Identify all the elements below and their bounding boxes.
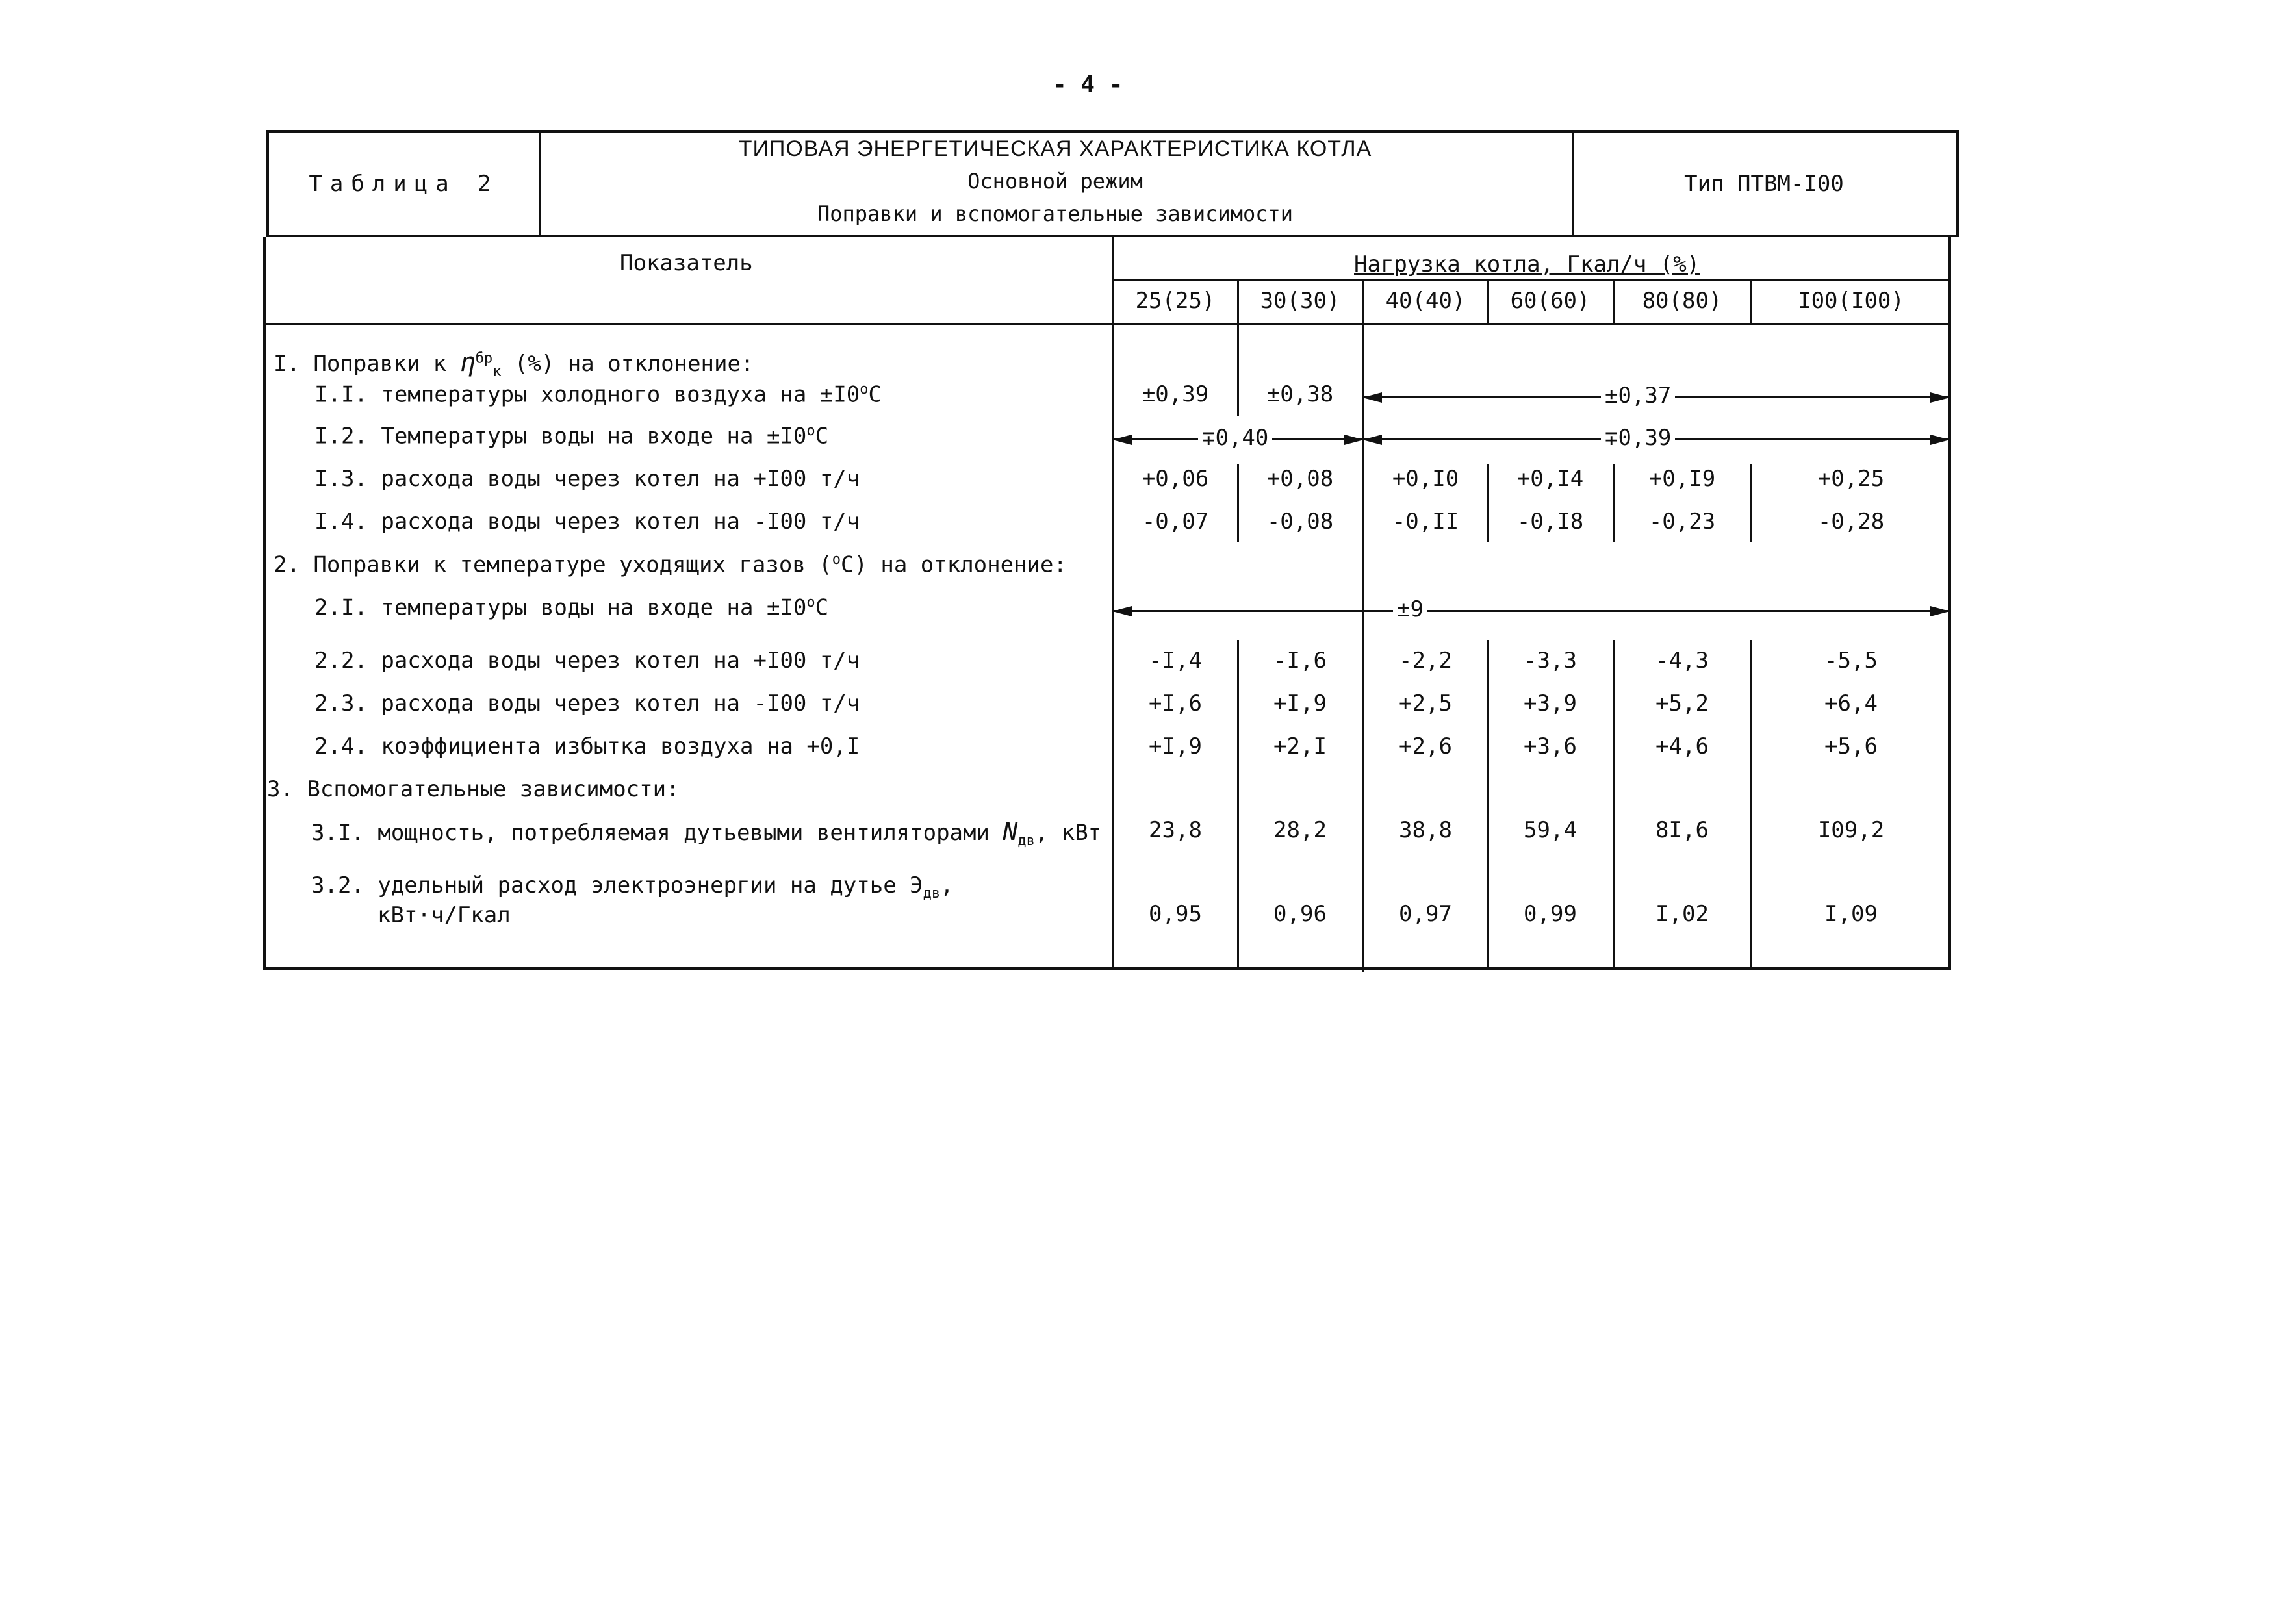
row-3-1-col-4: 59,4 xyxy=(1524,817,1577,843)
row-1-4-col-6: -0,28 xyxy=(1817,509,1885,535)
row-1-4-col-3: -0,II xyxy=(1392,509,1459,535)
boiler-type: Тип ПТВМ-I00 xyxy=(1684,170,1844,197)
row-3-2-col-1: 0,95 xyxy=(1149,901,1202,927)
row-2-4-col-2: +2,I xyxy=(1273,733,1327,759)
row-1-2-span-arrow-a xyxy=(1114,425,1362,451)
row-2-4-col-6: +5,6 xyxy=(1824,733,1878,759)
row-2-4-col-3: +2,6 xyxy=(1399,733,1452,759)
row-3-2-col-4: 0,99 xyxy=(1524,901,1577,927)
load-col-6: I00(I00) xyxy=(1798,288,1904,314)
row-1-4-label: I.4. расхода воды через котел на -I00 т/ч xyxy=(314,509,860,535)
row-1-3-col-2: +0,08 xyxy=(1266,466,1334,492)
row-3-1-col-1: 23,8 xyxy=(1149,817,1202,843)
row-1-3-col-6: +0,25 xyxy=(1817,466,1885,492)
row-3-2-label: 3.2. удельный расход электроэнергии на дутье $Э_{дв}$, xyxy=(311,872,954,902)
title-line-1: ТИПОВАЯ ЭНЕРГЕТИЧЕСКАЯ ХАРАКТЕРИСТИКА КОТЛА xyxy=(738,136,1372,161)
row-3-1-col-5: 8I,6 xyxy=(1655,817,1709,843)
load-col-5: 80(80) xyxy=(1642,288,1722,314)
row-1-2-span-arrow-b xyxy=(1364,425,1948,451)
row-3-1-col-2: 28,2 xyxy=(1273,817,1327,843)
row-2-4-col-1: +I,9 xyxy=(1149,733,1202,759)
load-col-1: 25(25) xyxy=(1135,288,1216,314)
n-symbol: N xyxy=(1003,817,1018,846)
row-2-2-col-6: -5,5 xyxy=(1824,648,1878,674)
row-2-3-col-4: +3,9 xyxy=(1524,691,1577,717)
row-2-1-span-value: ±9 xyxy=(1393,596,1427,622)
row-1-2-span-value-a: ∓0,40 xyxy=(1198,425,1272,451)
row-1-4-col-4: -0,I8 xyxy=(1516,509,1584,535)
load-col-2: 30(30) xyxy=(1260,288,1340,314)
row-1-2-label: I.2. Температуры воды на входе на $\pm I0^oС$ xyxy=(314,423,829,450)
row-3-2-col-2: 0,96 xyxy=(1273,901,1327,927)
row-2-2-col-2: -I,6 xyxy=(1273,648,1327,674)
row-2-3-col-5: +5,2 xyxy=(1655,691,1709,717)
row-2-3-col-1: +I,6 xyxy=(1149,691,1202,717)
load-col-3: 40(40) xyxy=(1385,288,1466,314)
row-1-3-col-3: +0,I0 xyxy=(1392,466,1459,492)
row-2-2-label: 2.2. расхода воды через котел на +I00 т/ч xyxy=(314,648,860,674)
load-header: Нагрузка котла, Гкал/ч (%) xyxy=(1354,251,1700,277)
row-1-2-span-value-b: ∓0,39 xyxy=(1601,425,1675,451)
row-3-1-col-6: I09,2 xyxy=(1817,817,1885,843)
row-1-1-col-2: ±0,38 xyxy=(1266,381,1334,407)
title-line-2: Основной режим xyxy=(967,169,1143,194)
table-title xyxy=(539,133,1572,235)
row-2-2-col-1: -I,4 xyxy=(1149,648,1202,674)
row-1-1-span-value: ±0,37 xyxy=(1601,383,1675,409)
row-3-2-col-5: I,02 xyxy=(1655,901,1709,927)
row-1-3-label: I.3. расхода воды через котел на +I00 т/ч xyxy=(314,466,860,492)
row-2-2-col-5: -4,3 xyxy=(1655,648,1709,674)
row-1-3-col-4: +0,I4 xyxy=(1516,466,1584,492)
section-1-label: I. Поправки к $\eta^{бр}_к$ (%) на отклонение: xyxy=(274,348,754,380)
row-1-4-col-1: -0,07 xyxy=(1142,509,1209,535)
row-1-3-col-5: +0,I9 xyxy=(1648,466,1716,492)
section-3-label: 3. Вспомогательные зависимости: xyxy=(267,776,680,802)
row-2-3-col-2: +I,9 xyxy=(1273,691,1327,717)
data-table xyxy=(263,237,1951,970)
row-2-4-col-4: +3,6 xyxy=(1524,733,1577,759)
title-line-3: Поправки и вспомогательные зависимости xyxy=(817,201,1294,226)
row-2-3-col-3: +2,5 xyxy=(1399,691,1452,717)
row-2-4-col-5: +4,6 xyxy=(1655,733,1709,759)
row-2-4-label: 2.4. коэффициента избытка воздуха на +0,I xyxy=(314,733,860,759)
row-1-4-col-5: -0,23 xyxy=(1648,509,1716,535)
row-2-3-col-6: +6,4 xyxy=(1824,691,1878,717)
indicator-header: Показатель xyxy=(620,250,753,276)
row-1-4-col-2: -0,08 xyxy=(1266,509,1334,535)
row-1-1-label: I.I. температуры холодного воздуха на $\pm I0^oС$ xyxy=(314,381,882,408)
row-3-2-unit: кВт·ч/Гкал xyxy=(377,902,511,928)
row-2-3-label: 2.3. расхода воды через котел на -I00 т/ч xyxy=(314,691,860,717)
load-col-4: 60(60) xyxy=(1510,288,1591,314)
row-3-1-col-3: 38,8 xyxy=(1399,817,1452,843)
row-2-1-span-arrow xyxy=(1114,596,1948,622)
row-2-1-label: 2.I. температуры воды на входе на $\pm I0^oС$ xyxy=(314,594,829,621)
section-2-label: 2. Поправки к температуре уходящих газов ($^o$С) на отклонение: xyxy=(274,552,1067,578)
eta-symbol: η xyxy=(459,348,476,377)
page-number: - 4 - xyxy=(1053,71,1123,98)
row-1-1-col-1: ±0,39 xyxy=(1142,381,1209,407)
row-2-2-col-4: -3,3 xyxy=(1524,648,1577,674)
row-1-1-span-arrow xyxy=(1364,383,1948,409)
row-1-3-col-1: +0,06 xyxy=(1142,466,1209,492)
row-3-2-col-6: I,09 xyxy=(1824,901,1878,927)
table-header-box xyxy=(266,130,1959,237)
row-3-1-label: 3.I. мощность, потребляемая дутьевыми вентиляторами $N_{дв}$, кВт xyxy=(311,817,1102,849)
row-3-2-col-3: 0,97 xyxy=(1399,901,1452,927)
row-2-2-col-3: -2,2 xyxy=(1399,648,1452,674)
table-label: Таблица 2 xyxy=(309,170,499,197)
